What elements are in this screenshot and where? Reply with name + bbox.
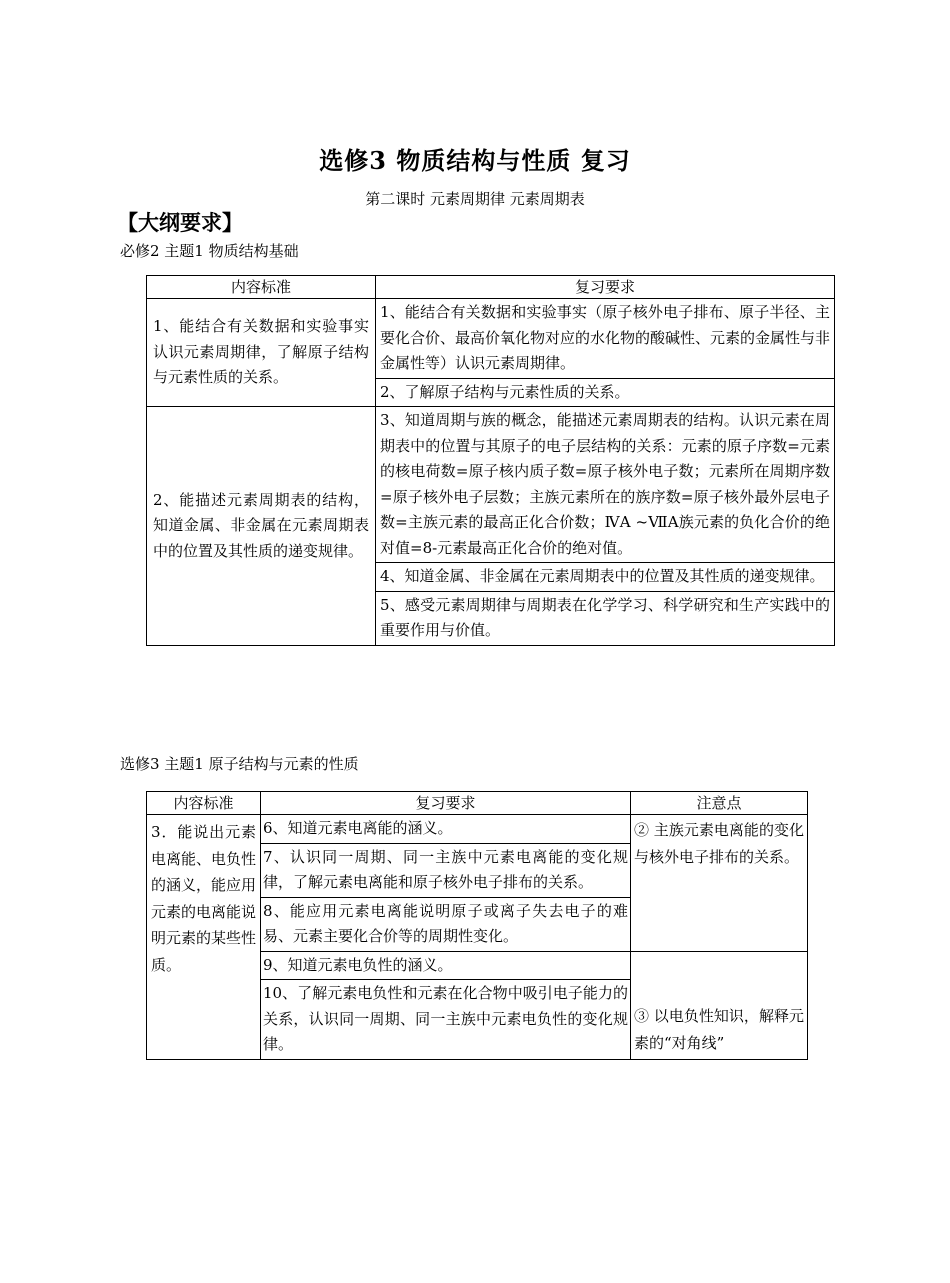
page-subtitle: 第二课时 元素周期律 元素周期表 bbox=[365, 190, 585, 208]
requirement-cell-1: 1、能结合有关数据和实验事实（原子核外电子排布、原子半径、主要化合价、最高价氧化物对应的水化物的酸碱性、元素的金属性与非金属性等）认识元素周期律。 bbox=[376, 299, 835, 379]
requirement-cell-9: 9、知道元素电负性的涵义。 bbox=[261, 951, 631, 980]
standard-cell-1: 1、能结合有关数据和实验事实认识元素周期律，了解原子结构与元素性质的关系。 bbox=[147, 299, 376, 407]
requirement-cell-7: 7、认识同一周期、同一主族中元素电离能的变化规律，了解元素电离能和原子核外电子排布的关系。 bbox=[261, 843, 631, 897]
standard-cell-2: 2、能描述元素周期表的结构，知道金属、非金属在元素周期表中的位置及其性质的递变规律。 bbox=[147, 407, 376, 646]
section2-label: 选修3 主题1 原子结构与元素的性质 bbox=[120, 755, 359, 773]
requirement-cell-2: 2、了解原子结构与元素性质的关系。 bbox=[376, 378, 835, 407]
requirement-cell-10: 10、了解元素电负性和元素在化合物中吸引电子能力的关系，认识同一周期、同一主族中元素电负性的变化规律。 bbox=[261, 980, 631, 1060]
requirement-cell-4: 4、知道金属、非金属在元素周期表中的位置及其性质的递变规律。 bbox=[376, 563, 835, 592]
syllabus-table-1 bbox=[146, 275, 835, 646]
table-header-row bbox=[147, 792, 808, 815]
section-heading: 【大纲要求】 bbox=[117, 210, 243, 235]
requirement-cell-5: 5、感受元素周期律与周期表在化学学习、科学研究和生产实践中的重要作用与价值。 bbox=[376, 591, 835, 645]
header-review-requirement: 复习要求 bbox=[376, 276, 835, 299]
header-content-standard: 内容标准 bbox=[147, 276, 376, 299]
table-row bbox=[147, 299, 835, 379]
note-cell-1: ② 主族元素电离能的变化与核外电子排布的关系。 bbox=[631, 815, 808, 952]
table-row bbox=[147, 407, 835, 563]
table-row bbox=[147, 815, 808, 844]
standard-cell-3: 3．能说出元素电离能、电负性的涵义，能应用元素的电离能说明元素的某些性质。 bbox=[147, 815, 261, 1060]
header-content-standard: 内容标准 bbox=[147, 792, 261, 815]
syllabus-table-2 bbox=[146, 791, 808, 1060]
header-review-requirement: 复习要求 bbox=[261, 792, 631, 815]
requirement-cell-6: 6、知道元素电离能的涵义。 bbox=[261, 815, 631, 844]
note-cell-2: ③ 以电负性知识，解释元素的“对角线” bbox=[631, 951, 808, 1059]
requirement-cell-3: 3、知道周期与族的概念，能描述元素周期表的结构。认识元素在周期表中的位置与其原子的电子层结构的关系：元素的原子序数=元素的核电荷数=原子核内质子数=原子核外电子数；元素所在周期序数=原子核外电子层数；主族元素所在的族序数=原子核外最外层电子数=主族元素的最高正化合价数；ⅣA ~ⅦA族元素的负化合价的绝对值=8-元素最高正化合价的绝对值。 bbox=[376, 407, 835, 563]
header-notes: 注意点 bbox=[631, 792, 808, 815]
requirement-cell-8: 8、能应用元素电离能说明原子或离子失去电子的难易、元素主要化合价等的周期性变化。 bbox=[261, 897, 631, 951]
table-header-row bbox=[147, 276, 835, 299]
page-title: 选修3 物质结构与性质 复习 bbox=[319, 146, 631, 175]
section1-label: 必修2 主题1 物质结构基础 bbox=[120, 242, 299, 260]
